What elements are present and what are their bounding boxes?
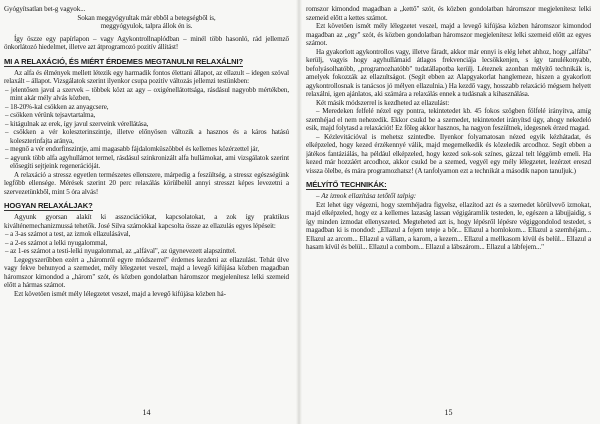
paragraph: Ha gyakorlott agykontrollos vagy, illetve fáradt, akkor már ennyi is elég lehet ahhoz, hogy „alfába" kerülj, vagyis hogy agyhullámaid átlagos frekvenciája lecsökkenjen, s így tanulékonyabb, befolyásolhatóbb, „programozhatóbb" tudatállapotba kerülj. Léteznek azonban mélyítő technikák is, amelyek fokozzák az ellazultságot. (Segít ebben az Alapgyakorlat hanglemeze, hiszen a gyakorlott agykontrollosnak is tanácsos jó mélyen ellazulnia.) Ha kezdő vagy, hosszabb relaxáció mégsem helyett relaxálni, igen ajánlatos, aki számára a relaxálás ennek a tudásnak a kihasználása. xyxy=(306,47,591,98)
intro-paragraph: Így öszze egy papírlapon – vagy Agykontrollnaplódban – minél több hasonló, rád jellemző önkorlátozó hiedelmet, illetve azt átprogramozó pozitív állítást! xyxy=(4,34,289,51)
paragraph: A relaxáció a stressz egyetlen természetes ellenszere, márpedig a feszültség, a stressz egészségünk legfőbb ellensége. Mérések szerint 20 perc relaxálás körülbelül annyi stresszt képes levezetni a szervezetünkből, mint 5 óra alvás! xyxy=(4,170,289,196)
section-heading xyxy=(4,201,289,210)
step-item: – a 3-as számot a test, az izmok ellazulásával, xyxy=(5,230,131,238)
paragraph: Az alfa és élmények mellett létezik egy harmadik fontos élettani állapot, az ellazult – idegen szóval relaxált – állapot. Vizsgálatok szerint ilyenkor csupa pozitív változás jellemzi testünkben: xyxy=(4,68,289,85)
step-item: – az 1-es számot a testi-lelki nyugalommal, az „alfával", az úgynevezett alapszinttel. xyxy=(5,247,237,255)
paragraph: – Meredeken felfelé nézel egy pontra, tekintetedet kb. 45 fokos szögben fölfelé irányítva, amíg szemhéjad el nem nehezedik. Ekkor csukd be a szemedet, tekintetedet irányítsd úgy, ahogy nekedeló esik, majd folytasd a relaxációt! Ez főleg akkor hasznos, ha nagyon feszültnek, idegesnek érzed magad. xyxy=(306,107,591,132)
section-heading xyxy=(306,180,591,189)
section-heading-text: HOGYAN RELAXÁLJAK? xyxy=(4,201,93,210)
section-heading-text: MÉLYÍTŐ TECHNIKÁK: xyxy=(306,180,387,189)
subheading: – Az izmok ellazítása tetőtől talpig: xyxy=(316,192,417,200)
bullet-item: – kitágulnak az erek, így javul szerveink vérellátása, xyxy=(5,119,149,128)
bullet-item: – jelentősen javul a szervek – többek közt az agy – oxigénellátottsága, rásdásul nagyobb mértékben, mint akár mély alvás közben, xyxy=(5,85,289,102)
step-item: – a 2-es számot a lelki nyugalommal, xyxy=(5,238,108,247)
left-page xyxy=(4,5,289,419)
book-gutter xyxy=(296,0,302,424)
section-heading-text: MI A RELAXÁCIÓ, ÉS MIÉRT ÉRDEMES MEGTANULNI RELAXÁLNI? xyxy=(4,56,244,66)
bullet-item: – agyunk több alfa agyhullámot termel, rásdásul szinkronizált alfa hullámokat, ami vizsgálatok szerint elősegíti sejtjeink regenerációját. xyxy=(5,153,289,170)
bullet-item: – 18-20%-kal csökken az anyagcsere, xyxy=(5,102,109,111)
section-heading xyxy=(4,57,289,66)
affirmation-line: meggyógyulok, talpra állok én is. xyxy=(100,22,193,30)
affirmation-line: Sokan meggyógyultak már ebből a betegségből is, xyxy=(77,13,216,22)
paragraph: Legegyszerűbben ezért a „háromról egyre módszerrel" érdemes kezdeni az ellazulást. Tehát ülve vagy fekve behunyod a szemedet, mély lélegzetet veszel, majd a levegő kifújása közben magadban háromszor kimondod a „három" szót, és közben gondolatban háromszor megjelenítesz lelki szemeid előtt a hármas számot. xyxy=(4,255,289,289)
belief-line: Gyógyítsatlan bet-g vagyok... xyxy=(4,5,86,13)
paragraph: – Kézlevitációval is mehetsz szintedbe. Ilyenkor folyamatosan nézed egyik kézhátadat, és elképzeled, hogy kezed érzékennyé válik, majd megemelkedik és közeledik arcodhoz. Segít ebben a játékos fantáziálás, ha például elképzeled, hogy kezed sok-sok színes, gázzal telt léggömb emeli. Ha kezed már hozzáért arcodhoz, akkor csukd be a szemed, vegyél egy mély lélegzetet, lezérzet ereszd vissza ölelbe, és mára programozhatsz! (A tanfolyamon ezt a technikát a második napon tanuljuk.) xyxy=(306,132,591,175)
paragraph: romszor kimondod magadban a „kettő" szót, és közben gondolatban háromszor megjelenítesz lelki szemeid előtt a kettes számot. xyxy=(306,5,591,22)
paragraph: Agyunk gyorsan alakít ki asszociációkat, kapcsolatokat, a zok így praktikus kiválténemechanizmussá tehetők. José Silva számokkal kapcsolta össze az ellazulás egyes lépéseit: xyxy=(4,213,289,230)
paragraph: Két másik módszerrel is kezdheted az ellazulást: xyxy=(316,98,450,107)
paragraph: Ezt követően ismét mély lélegzetet veszel, majd a levegő kifújása közben háromszor kimondod magadban az „egy" szót, és közben gondolatban háromszor megjelenítesz lelki szemeid előtt az egyes számot. xyxy=(306,22,591,47)
paragraph: Ezt lehet úgy végezni, hogy szemhéjadra figyelsz, ellazítod azt és a szemedet körülvevő izmokat, majd elképzeled, hogy ez a kellemes lazaság lassan végigáramlik testeden, le, egészen a lábujjaidig, s így minden izmodat ellenyszeted. Megteheted azt is, hogy lépésről lépésre végiggondolod testedet, s magadban ki is mondod: „Ellazul a fejem teteje a bőr... Ellazul a homlokom... Ellazul a szemhéjam... Ellazul az arcom... Ellazul a vállam, a karom, a kezem... Ellazul a mellkasom kívül és belül... Ellazul a hasam kívül és belül... Ellazul a combom... Ellazul a lábszárom... Ellazul a lábfejem..." xyxy=(306,200,591,251)
page-number: 15 xyxy=(444,408,453,417)
bullet-item: – csökken vérünk tejsavtartalma, xyxy=(5,111,96,119)
page-number: 14 xyxy=(142,408,151,417)
bullet-item: – csökken a vér koleszterinszintje, illetve előnyösen változik a hasznos és a káros hatású koleszterinfajta aránya, xyxy=(5,128,289,145)
paragraph: Ezt követően ismét mély lélegzetet veszel, majd a levegő kifújása közben há- xyxy=(14,289,226,298)
bullet-item: – megnő a vér endorfinszintje, ami magasabb fájdalomküszöbbel és kellemes közérzettel jár, xyxy=(5,145,260,153)
right-page xyxy=(306,5,591,419)
